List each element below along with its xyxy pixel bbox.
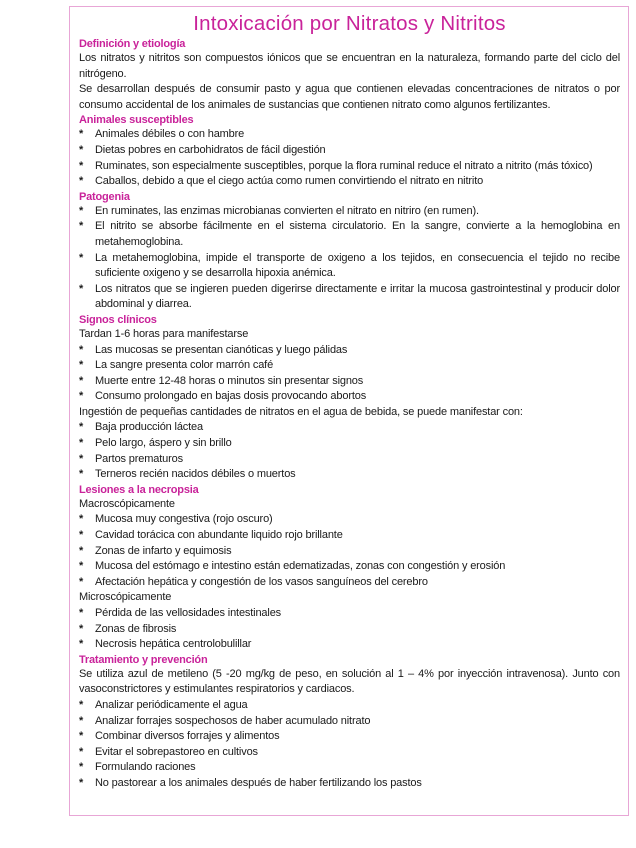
- list-item: * Necrosis hepática centrolobulillar: [79, 637, 620, 653]
- list-item: * El nitrito se absorbe fácilmente en el sistema circulatorio. En la sangre, convierte a la hemoglobina en metahemoglobina.: [79, 220, 620, 248]
- document-frame: [69, 6, 629, 816]
- bullet-icon: *: [79, 421, 84, 434]
- list-item: * Analizar forrajes sospechosos de haber acumulado nitrato: [79, 714, 620, 730]
- list-item: * En ruminates, las enzimas microbianas convierten el nitrato en nitriro (en rumen).: [79, 204, 620, 220]
- list-item: * Dietas pobres en carbohidratos de fácil digestión: [79, 143, 620, 159]
- list-item: * Partos prematuros: [79, 452, 620, 468]
- list-item: * Cavidad torácica con abundante liquido rojo brillante: [79, 528, 620, 544]
- bullet-icon: *: [79, 159, 84, 172]
- list-item: * Muerte entre 12-48 horas o minutos sin presentar signos: [79, 374, 620, 390]
- list-lesiones-1: [79, 512, 620, 590]
- bullet-icon: *: [79, 745, 84, 758]
- list-item: * Combinar diversos forrajes y alimentos: [79, 729, 620, 745]
- bullet-icon: *: [79, 175, 84, 188]
- bullet-icon: *: [79, 343, 84, 356]
- bullet-icon: *: [79, 359, 84, 372]
- list-signos-2: [79, 420, 620, 482]
- heading-patogenia: Patogenia: [79, 190, 130, 203]
- bullet-icon: *: [79, 607, 84, 619]
- paragraph: Se desarrollan después de consumir pasto y agua que contienen elevadas concentraciones de nitratos o por consumo accidental de los animales de sustancias que contienen nitrato como algunos fertilizantes.: [79, 83, 620, 111]
- list-item: * Pérdida de las vellosidades intestinales: [79, 606, 620, 622]
- bullet-icon: *: [79, 251, 84, 264]
- bullet-icon: *: [79, 390, 84, 403]
- bullet-icon: *: [79, 220, 84, 233]
- bullet-icon: *: [79, 282, 84, 295]
- bullet-icon: *: [79, 575, 84, 588]
- heading-animales: Animales susceptibles: [79, 114, 194, 127]
- list-animales: [79, 127, 620, 189]
- list-item: * Los nitratos que se ingieren pueden digerirse directamente e irritar la mucosa gastrointestinal y producir dolor abdominal y diarrea.: [79, 282, 620, 311]
- bullet-icon: *: [79, 698, 84, 711]
- bullet-icon: *: [79, 776, 84, 789]
- list-lesiones-2: [79, 606, 620, 653]
- list-item: * No pastorear a los animales después de haber fertilizando los pastos: [79, 776, 620, 792]
- list-item: * Consumo prolongado en bajas dosis provocando abortos: [79, 389, 620, 405]
- bullet-icon: *: [79, 468, 84, 481]
- bullet-icon: *: [79, 452, 84, 465]
- bullet-icon: *: [79, 544, 84, 557]
- bullet-icon: *: [79, 204, 84, 217]
- list-item: * Analizar periódicamente el agua: [79, 698, 620, 714]
- list-item: * Formulando raciones: [79, 760, 620, 776]
- bullet-icon: *: [79, 529, 84, 542]
- list-patogenia: [79, 204, 620, 313]
- list-item: * Mucosa del estómago e intestino están edematizadas, zonas con congestión y erosión: [79, 559, 620, 575]
- list-signos-1: [79, 343, 620, 405]
- list-item: * Evitar el sobrepastoreo en cultivos: [79, 745, 620, 761]
- bullet-icon: *: [79, 143, 84, 156]
- bullet-icon: *: [79, 622, 84, 635]
- heading-definicion: Definición y etiología: [79, 38, 186, 50]
- list-item: * La sangre presenta color marrón café: [79, 358, 620, 374]
- list-item: * Baja producción láctea: [79, 420, 620, 436]
- heading-tratamiento: Tratamiento y prevención: [79, 653, 208, 666]
- list-item: * Mucosa muy congestiva (rojo oscuro): [79, 512, 620, 528]
- list-item: * Pelo largo, áspero y sin brillo: [79, 436, 620, 452]
- list-item: * Zonas de fibrosis: [79, 622, 620, 638]
- paragraph: Macroscópicamente: [79, 497, 175, 510]
- heading-lesiones: Lesiones a la necropsia: [79, 483, 199, 496]
- list-item: * Terneros recién nacidos débiles o muertos: [79, 467, 620, 483]
- list-item: * Caballos, debido a que el ciego actúa como rumen convirtiendo el nitrato en nitrito: [79, 174, 620, 190]
- bullet-icon: *: [79, 560, 84, 573]
- list-item: * Ruminates, son especialmente susceptibles, porque la flora ruminal reduce el nitrato a nitrito (más tóxico): [79, 159, 620, 175]
- paragraph: Los nitratos y nitritos son compuestos iónicos que se encuentran en la naturaleza, formando parte del ciclo del nitrógeno.: [79, 52, 620, 80]
- list-item: * Zonas de infarto y equimosis: [79, 544, 620, 560]
- bullet-icon: *: [79, 374, 84, 387]
- list-item: * Afectación hepática y congestión de los vasos sanguíneos del cerebro: [79, 575, 620, 591]
- paragraph: Tardan 1-6 horas para manifestarse: [79, 327, 249, 340]
- bullet-icon: *: [79, 730, 84, 743]
- paragraph: Microscópicamente: [79, 591, 172, 604]
- paragraph: Ingestión de pequeñas cantidades de nitratos en el agua de bebida, se puede manifestar con:: [79, 405, 523, 418]
- bullet-icon: *: [79, 437, 84, 450]
- page-title: Intoxicación por Nitratos y Nitritos: [193, 12, 506, 35]
- bullet-icon: *: [79, 128, 84, 141]
- list-item: * Animales débiles o con hambre: [79, 127, 620, 143]
- paragraph: Se utiliza azul de metileno (5 -20 mg/kg de peso, en solución al 1 – 4% por inyección intravenosa). Junto con vasoconstrictores y estimulantes respiratorios y cardiacos.: [79, 667, 620, 696]
- list-tratamiento: [79, 698, 620, 792]
- bullet-icon: *: [79, 761, 84, 774]
- list-item: * Las mucosas se presentan cianóticas y luego pálidas: [79, 343, 620, 359]
- list-item: * La metahemoglobina, impide el transporte de oxigeno a los tejidos, en consecuencia el tejido no recibe suficiente oxigeno y se desarrolla hipoxia anémica.: [79, 251, 620, 280]
- bullet-icon: *: [79, 714, 84, 727]
- bullet-icon: *: [79, 638, 84, 651]
- bullet-icon: *: [79, 513, 84, 526]
- heading-signos: Signos clínicos: [79, 313, 157, 326]
